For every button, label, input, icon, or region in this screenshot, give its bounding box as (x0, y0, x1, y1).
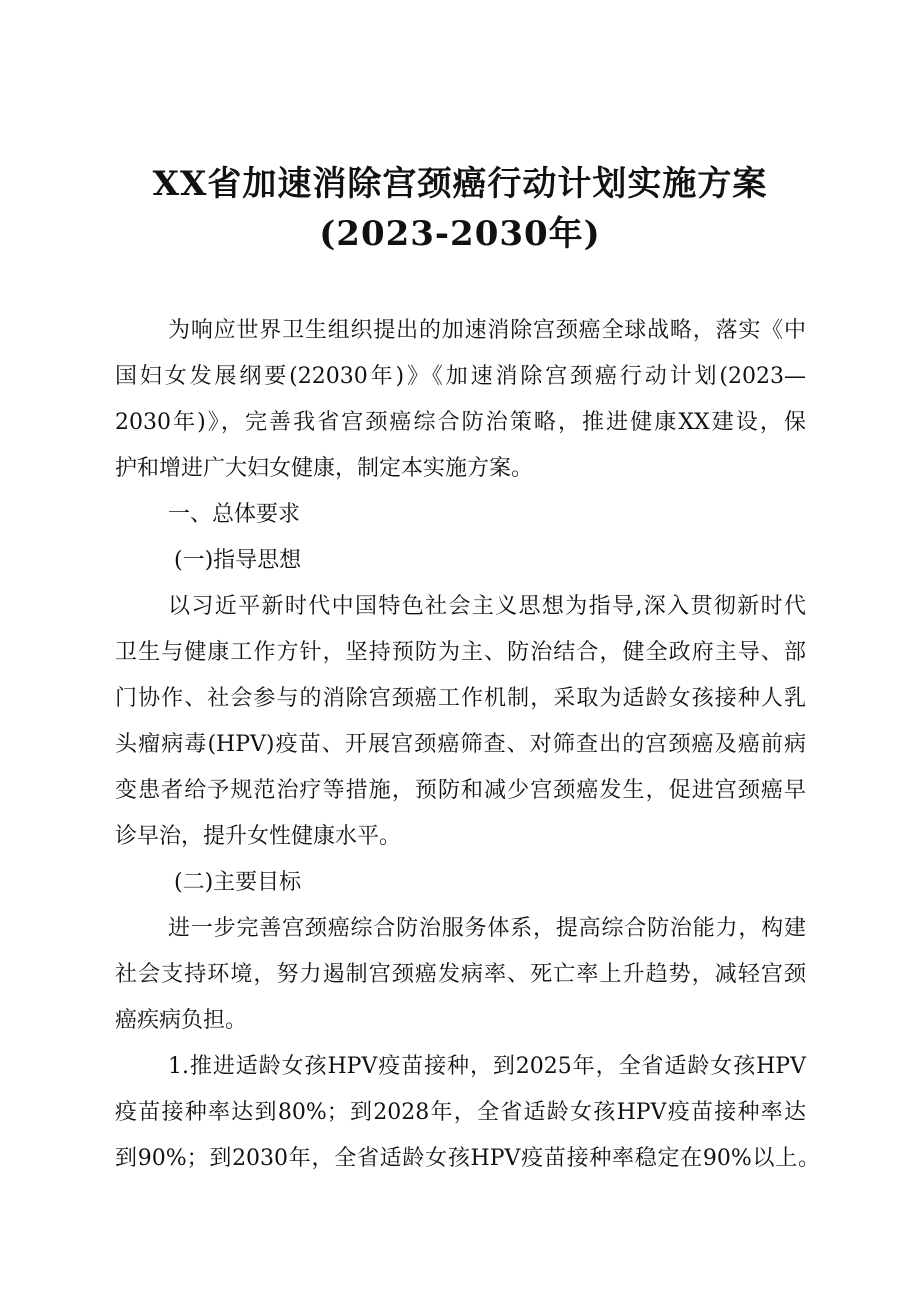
subsection-heading: (一)指导思想 (174, 548, 302, 573)
goal-item-line: 1.推进适龄女孩HPV疫苗接种，到2025年，全省适龄女孩HPV (168, 1054, 806, 1079)
document-title: XX省加速消除宫颈癌行动计划实施方案 (152, 164, 768, 204)
guiding-ideology-line: 变患者给予规范治疗等措施，预防和减少宫颈癌发生，促进宫颈癌早 (115, 778, 806, 803)
section-heading: 一、总体要求 (168, 502, 301, 527)
guiding-ideology-line: 头瘤病毒(HPV)疫苗、开展宫颈癌筛查、对筛查出的宫颈癌及癌前病 (115, 732, 806, 757)
intro-line: 为响应世界卫生组织提出的加速消除宫颈癌全球战略，落实《中 (168, 318, 806, 343)
goal-item-line: 到90%；到2030年，全省适龄女孩HPV疫苗接种率稳定在90%以上。 (115, 1146, 820, 1171)
guiding-ideology-line: 以习近平新时代中国特色社会主义思想为指导,深入贯彻新时代 (168, 594, 806, 619)
intro-line: 2030年)》，完善我省宫颈癌综合防治策略，推进健康XX建设，保 (115, 410, 806, 435)
guiding-ideology-line: 诊早治，提升女性健康水平。 (115, 824, 402, 849)
goal-item-line: 疫苗接种率达到80%；到2028年，全省适龄女孩HPV疫苗接种率达 (115, 1100, 806, 1125)
document-subtitle-years: (2023-2030年) (319, 214, 601, 254)
guiding-ideology-line: 门协作、社会参与的消除宫颈癌工作机制，采取为适龄女孩接种人乳 (115, 686, 806, 711)
subsection-heading: (二)主要目标 (174, 870, 302, 895)
main-goal-line: 进一步完善宫颈癌综合防治服务体系，提高综合防治能力，构建 (168, 916, 806, 941)
intro-line: 国妇女发展纲要(22030年)》《加速消除宫颈癌行动计划(2023— (115, 364, 806, 389)
intro-line: 护和增进广大妇女健康，制定本实施方案。 (115, 456, 534, 481)
guiding-ideology-line: 卫生与健康工作方针，坚持预防为主、防治结合，健全政府主导、部 (115, 640, 806, 665)
main-goal-line: 社会支持环境，努力遏制宫颈癌发病率、死亡率上升趋势，减轻宫颈 (115, 962, 806, 987)
main-goal-line: 癌疾病负担。 (115, 1008, 248, 1033)
